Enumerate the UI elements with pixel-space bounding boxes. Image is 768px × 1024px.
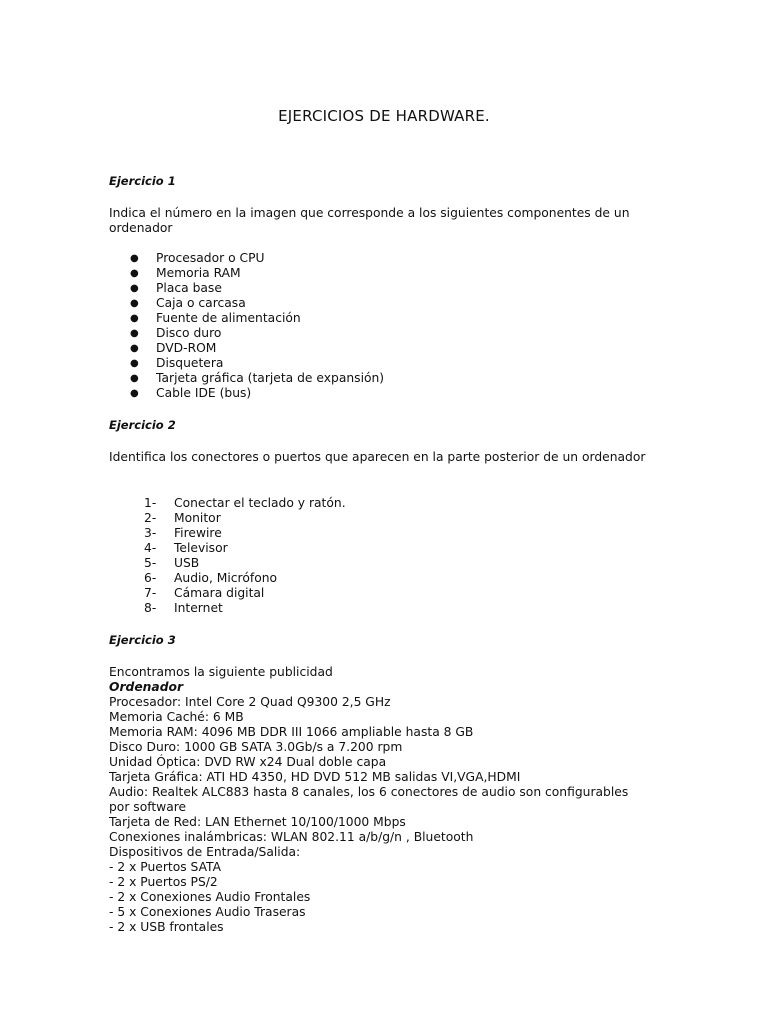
- spec-line: Disco Duro: 1000 GB SATA 3.0Gb/s a 7.200 rpm: [109, 740, 403, 754]
- spec-line: - 2 x USB frontales: [109, 920, 224, 934]
- bullet-icon: ●: [130, 358, 139, 369]
- exercise-1-heading: Ejercicio 1: [109, 174, 176, 188]
- spec-line: Procesador: Intel Core 2 Quad Q9300 2,5 GHz: [109, 695, 391, 709]
- exercise-1-intro-text: Indica el número en la imagen que corresponde a los siguientes componentes de un ordenador: [109, 206, 630, 235]
- spec-line: - 5 x Conexiones Audio Traseras: [109, 905, 306, 919]
- exercise-3-body: [109, 665, 669, 935]
- spec-line: Audio: Realtek ALC883 hasta 8 canales, los 6 conectores de audio son configurables por software: [109, 785, 629, 814]
- bullet-icon: ●: [130, 373, 139, 384]
- spec-line: Unidad Óptica: DVD RW x24 Dual doble capa: [109, 755, 387, 769]
- exercise-2-heading: Ejercicio 2: [109, 418, 176, 432]
- bullet-icon: ●: [130, 283, 139, 294]
- spec-line: Tarjeta de Red: LAN Ethernet 10/100/1000 Mbps: [109, 815, 406, 829]
- product-name: Ordenador: [109, 680, 184, 694]
- exercise-1-intro: [109, 206, 649, 236]
- spec-line: Dispositivos de Entrada/Salida:: [109, 845, 301, 859]
- exercise-3-heading: Ejercicio 3: [109, 633, 176, 647]
- bullet-icon: ●: [130, 343, 139, 354]
- spec-line: - 2 x Conexiones Audio Frontales: [109, 890, 311, 904]
- bullet-icon: ●: [130, 388, 139, 399]
- document-title: EJERCICIOS DE HARDWARE.: [278, 107, 490, 125]
- bullet-icon: ●: [130, 298, 139, 309]
- exercise-3-intro: Encontramos la siguiente publicidad: [109, 665, 333, 679]
- spec-line: - 2 x Puertos PS/2: [109, 875, 218, 889]
- bullet-icon: ●: [130, 253, 139, 264]
- exercise-2-intro-text: Identifica los conectores o puertos que aparecen en la parte posterior de un ordenador: [109, 450, 646, 464]
- spec-line: Memoria Caché: 6 MB: [109, 710, 244, 724]
- bullet-icon: ●: [130, 268, 139, 279]
- spec-line: Memoria RAM: 4096 MB DDR III 1066 ampliable hasta 8 GB: [109, 725, 474, 739]
- spec-line: Conexiones inalámbricas: WLAN 802.11 a/b/g/n , Bluetooth: [109, 830, 474, 844]
- document-page: EJERCICIOS DE HARDWARE. Ejercicio 1 Indica el número en la imagen que corresponde a los siguientes componentes de un ordenador ● Procesador o CPU ● Memoria RAM ● Placa base ● Caja o carcasa ● Fuente de alimentación ● Disco duro ● DVD-ROM ● Disquetera ● Tarjeta gráfica (tarjeta de expansión) ● Cable IDE (bus) Ejercicio 2 Identifica los conectores o puertos que aparecen en la parte posterior de un ordenador 1- Conectar el teclado y ratón. 2- Monitor 3- Firewire 4- Televisor 5- USB 6- Audio, Micrófono 7- Cámara digital 8- Internet Ejercicio 3 Encontramos la siguiente publicidad Ordenador Procesador: Intel Core 2 Quad Q9300 2,5 GHz Memoria Caché: 6 MB Memoria RAM: 4096 MB DDR III 1066 ampliable hasta 8 GB Disco Duro: 1000 GB SATA 3.0Gb/s a 7.200 rpm Unidad Óptica: DVD RW x24 Dual doble capa Tarjeta Gráfica: ATI HD 4350, HD DVD 512 MB salidas VI,VGA,HDMI Audio: Realtek ALC883 hasta 8 canales, los 6 conectores de audio son configurables por software Tarjeta de Red: LAN Ethernet 10/100/1000 Mbps Conexiones inalámbricas: WLAN 802.11 a/b/g/n , Bluetooth Dispositivos de Entrada/Salida: - 2 x Puertos SATA - 2 x Puertos PS/2 - 2 x Conexiones Audio Frontales - 5 x Conexiones Audio Traseras - 2 x USB frontales: [0, 0, 768, 1024]
- spec-line: - 2 x Puertos SATA: [109, 860, 221, 874]
- spec-line: Tarjeta Gráfica: ATI HD 4350, HD DVD 512 MB salidas VI,VGA,HDMI: [109, 770, 521, 784]
- bullet-icon: ●: [130, 313, 139, 324]
- exercise-2-intro: [109, 450, 649, 465]
- bullet-icon: ●: [130, 328, 139, 339]
